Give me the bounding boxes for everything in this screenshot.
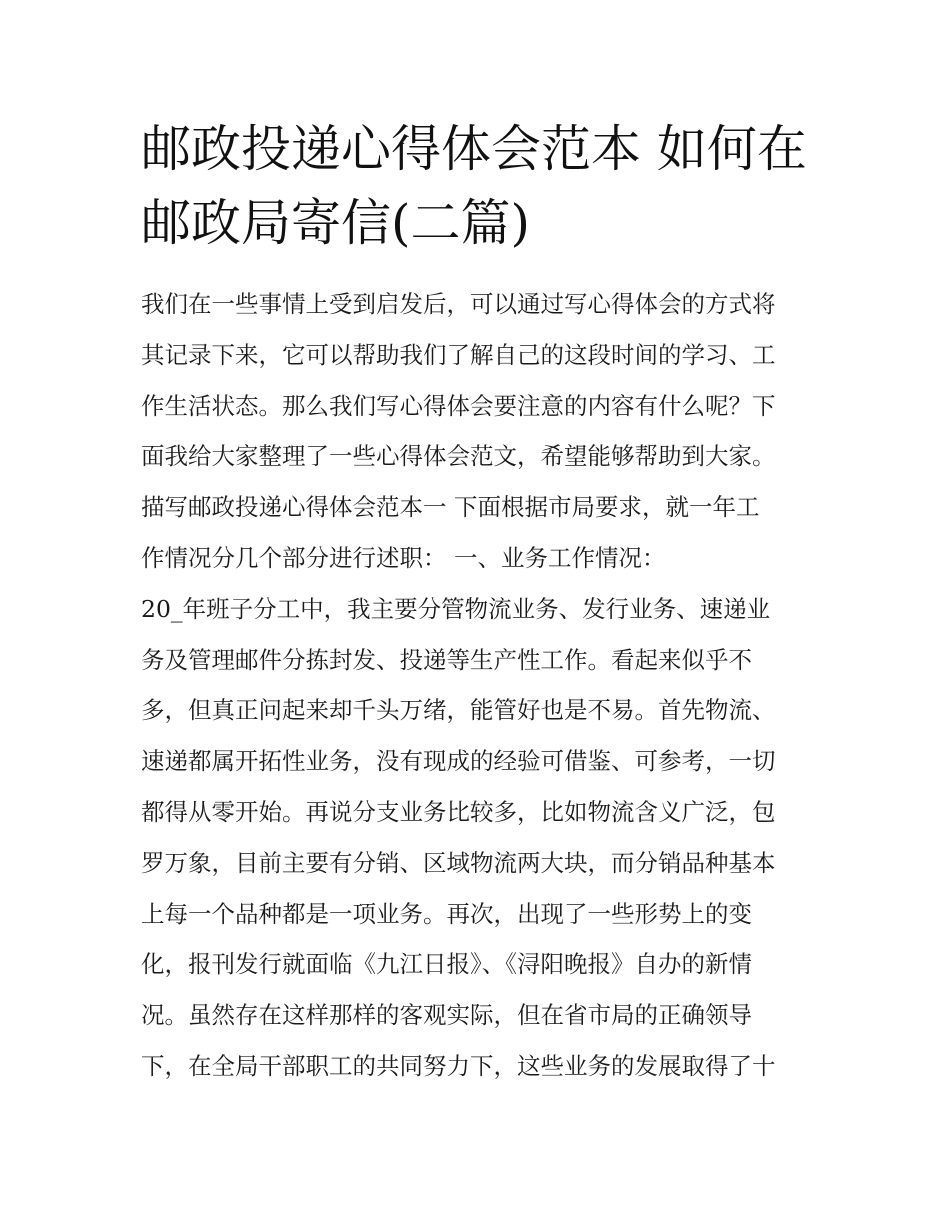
body-line: 速递都属开拓性业务，没有现成的经验可借鉴、可参考，一切 xyxy=(141,747,776,776)
body-line: 作情况分几个部分进行述职： 一、业务工作情况： xyxy=(141,543,666,572)
body-line: 况。虽然存在这样那样的客观实际，但在省市局的正确领导 xyxy=(141,1001,752,1030)
title-line: 邮政局寄信(二篇) xyxy=(141,194,531,252)
body-line: 描写邮政投递心得体会范本一 下面根据市局要求，就一年工 xyxy=(141,493,760,522)
body-line: 20_年班子分工中，我主要分管物流业务、发行业务、速递业 xyxy=(141,594,771,623)
body-line: 务及管理邮件分拣封发、投递等生产性工作。看起来似乎不 xyxy=(141,645,752,674)
body-line: 化，报刊发行就面临《九江日报》、《浔阳晚报》自办的新情 xyxy=(141,950,752,979)
body-line: 上每一个品种都是一项业务。再次，出现了一些形势上的变 xyxy=(141,899,752,928)
body-line: 面我给大家整理了一些心得体会范文，希望能够帮助到大家。 xyxy=(141,442,776,471)
body-line: 罗万象，目前主要有分销、区域物流两大块，而分销品种基本 xyxy=(141,848,776,877)
body-line: 我们在一些事情上受到启发后，可以通过写心得体会的方式将 xyxy=(141,290,776,318)
document-title xyxy=(141,112,821,260)
document-body xyxy=(141,279,831,1092)
body-line: 其记录下来，它可以帮助我们了解自己的这段时间的学习、工 xyxy=(141,340,776,369)
body-line: 都得从零开始。再说分支业务比较多，比如物流含义广泛，包 xyxy=(141,797,776,826)
title-line: 邮政投递心得体会范本 如何在 xyxy=(141,120,807,178)
body-line: 作生活状态。那么我们写心得体会要注意的内容有什么呢？下 xyxy=(141,391,776,420)
body-line: 多，但真正问起来却千头万绪，能管好也是不易。首先物流、 xyxy=(141,696,776,725)
body-line: 下，在全局干部职工的共同努力下，这些业务的发展取得了十 xyxy=(141,1051,776,1080)
